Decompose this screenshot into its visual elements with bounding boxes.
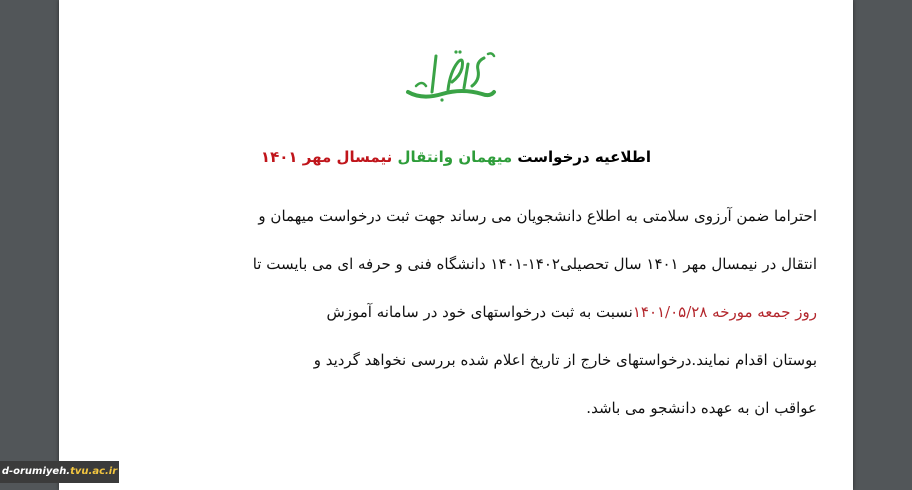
- body-line-3-rest: نسبت به ثبت درخواستهای خود در سامانه آموزش: [326, 303, 633, 321]
- announcement-title: [59, 148, 853, 166]
- announcement-body: [99, 192, 817, 432]
- title-black-part: اطلاعیه درخواست: [512, 148, 652, 166]
- document-page: [59, 0, 853, 490]
- watermark-domain: tvu.ac.ir: [70, 466, 118, 477]
- title-green-part: میهمان وانتقال: [397, 148, 513, 166]
- body-line-4: بوستان اقدام نمایند.درخواستهای خارج از تاریخ اعلام شده بررسی نخواهد گردید و: [313, 351, 817, 369]
- watermark-prefix: d-orumiyeh.: [1, 466, 71, 477]
- body-line-5: عواقب ان به عهده دانشجو می باشد.: [586, 399, 817, 417]
- body-line-1: احتراما ضمن آرزوی سلامتی به اطلاع دانشجویان می رساند جهت ثبت درخواست میهمان و: [258, 207, 817, 225]
- body-line-3: [99, 288, 817, 336]
- deadline-date: روز جمعه مورخه ۱۴۰۱/۰۵/۲۸: [632, 303, 817, 321]
- logo-calligraphy: [402, 42, 500, 104]
- title-red-part: نیمسال مهر ۱۴۰۱: [260, 148, 398, 166]
- site-watermark: [0, 461, 119, 483]
- body-line-2: انتقال در نیمسال مهر ۱۴۰۱ سال تحصیلی۱۴۰۲-۱۴۰۱ دانشگاه فنی و حرفه ای می بایست تا: [252, 255, 817, 273]
